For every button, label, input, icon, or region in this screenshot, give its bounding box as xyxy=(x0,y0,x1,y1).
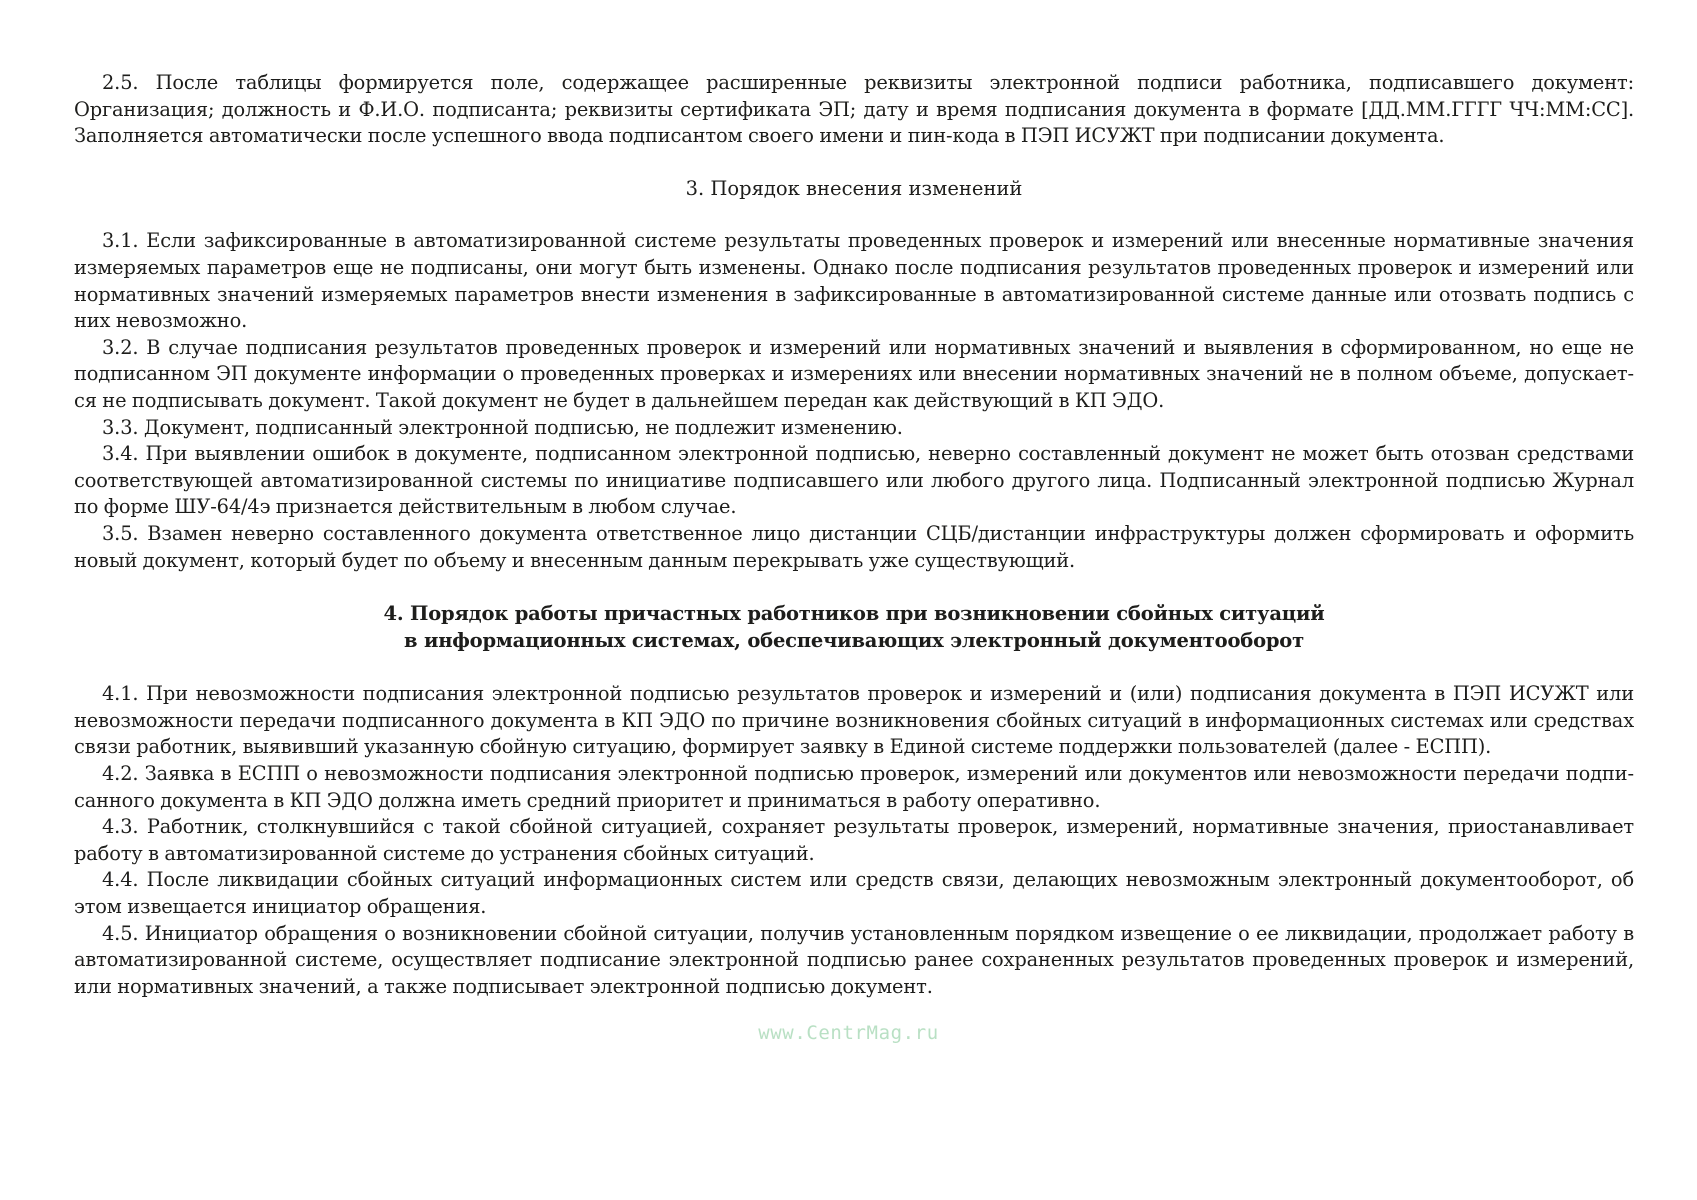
paragraph-3-4: 3.4. При выявлении ошибок в документе, подписанном электронной подписью, неверно составленный документ не может быть отозван средствами соответствующей автоматизированной системы по инициативе подписавшего или любого другого лица. Подписанный электронной подписью Журнал по форме ШУ-64/4э признается действительным в любом случае. xyxy=(74,442,1634,519)
spacer xyxy=(74,202,1634,228)
paragraph-3-2: 3.2. В случае подписания результатов проведенных проверок и измерений или нормативных значений и выявления в сформированном, но еще не подписанном ЭП документе информации о проведенных проверках и измерениях или внесении нормативных значений не в полном объеме, допускается не подписывать документ. Такой документ не будет в дальнейшем передан как действующий в КП ЭДО. xyxy=(74,335,1634,412)
paragraph-4-2: 4.2. Заявка в ЕСПП о невозможности подписания электронной подписью проверок, измерений или документов или невозможности передачи подписанного документа в КП ЭДО должна иметь средний приоритет и приниматься в работу оперативно. xyxy=(74,762,1634,812)
paragraph-4-4: 4.4. После ликвидации сбойных ситуаций информационных систем или средств связи, делающих невозможным электронный документооборот, об этом извещается инициатор обращения. xyxy=(74,868,1634,919)
paragraph-3-3: 3.3. Документ, подписанный электронной подписью, не подлежит изменению. xyxy=(102,415,903,439)
paragraph-4-5: 4.5. Инициатор обращения о возникновении сбойной ситуации, получив установленным порядком извещение о ее ликвидации, продолжает работу в автоматизированной системе, осуществляет подписание электронной подписью ранее сохраненных результатов проведенных проверок и измерений, или нормативных значений, а также подписывает электронной подписью документ. xyxy=(74,921,1634,998)
paragraph-4-1: 4.1. При невозможности подписания электронной подписью результатов проверок и измерений и (или) подписания документа в ПЭП ИСУЖТ или невозможности передачи подписанного документа в КП ЭДО по причине возникновения сбойных ситуаций в информационных системах или средствах связи работник, выявивший указанную сбойную ситуацию, формирует заявку в Единой системе поддержки пользователей (далее - ЕСПП). xyxy=(74,682,1634,759)
spacer xyxy=(74,150,1634,176)
paragraph-2-5: 2.5. После таблицы формируется поле, содержащее расширенные реквизиты электронной подписи работника, подписавшего документ: Организация; должность и Ф.И.О. подписанта; реквизиты сертификата ЭП; дату и время подписания документа в формате [ДД.ММ.ГГГГ ЧЧ:ММ:СС]. Заполняется автоматически после успешного ввода подписантом своего имени и пин-кода в ПЭП ИСУЖТ при подписании документа. xyxy=(74,71,1634,148)
paragraph-3-1: 3.1. Если зафиксированные в автоматизированной системе результаты проведенных проверок и измерений или внесенные нормативные значения измеряемых параметров еще не подписаны, они могут быть изменены. Однако после подписания результатов проведенных проверок и измерений или нормативных значений измеряемых параметров внести изменения в зафиксированные в автоматизированной системе данные или отозвать подпись с них невозможно. xyxy=(74,229,1634,333)
paragraph-3-5: 3.5. Взамен неверно составленного документа ответственное лицо дистанции СЦБ/дистанции инфраструктуры должен сформировать и оформить новый документ, который будет по объему и внесенным данным перекрывать уже существующий. xyxy=(74,521,1634,572)
spacer xyxy=(74,654,1634,681)
paragraph-4-3: 4.3. Работник, столкнувшийся с такой сбойной ситуацией, сохраняет результаты проверок, измерений, нормативные значения, приостанавливает работу в автоматизированной системе до устранения сбойных ситуаций. xyxy=(74,815,1634,865)
spacer xyxy=(74,574,1634,601)
section-3-heading: 3. Порядок внесения изменений xyxy=(685,176,1023,200)
watermark-text: www.CentrMag.ru xyxy=(758,1022,939,1044)
document-page xyxy=(74,70,1634,1000)
section-4-heading-line-2: в информационных системах, обеспечивающих электронный документооборот xyxy=(404,628,1304,652)
section-4-heading-line-1: 4. Порядок работы причастных работников при возникновении сбойных ситуаций xyxy=(383,602,1325,626)
